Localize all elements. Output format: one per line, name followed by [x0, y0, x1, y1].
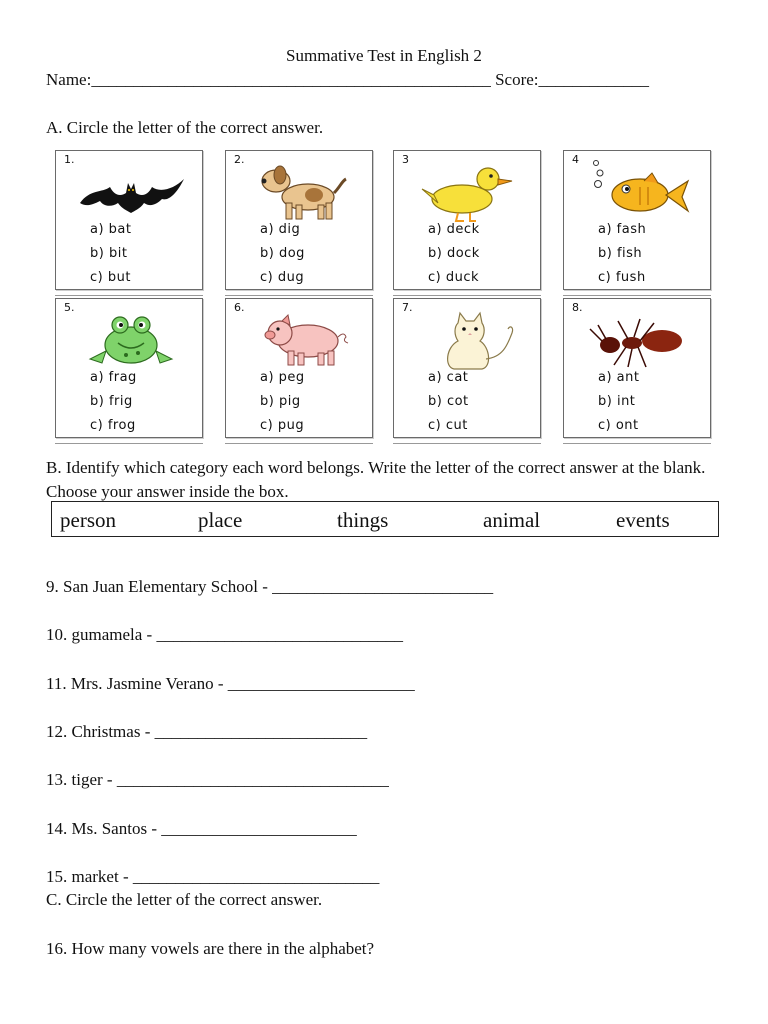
answer-card-1 — [55, 150, 203, 290]
question-15[interactable]: 15. market - _____________________________ — [46, 867, 380, 886]
answer-card-7 — [393, 298, 541, 438]
section-a-heading: A. Circle the letter of the correct answer. — [46, 118, 324, 137]
option-a[interactable]: a) cat — [428, 370, 469, 385]
answer-card-6 — [225, 298, 373, 438]
category-person: person — [60, 508, 116, 532]
option-c[interactable]: c) duck — [428, 270, 480, 285]
ant-icon — [584, 307, 694, 373]
card-number: 6. — [234, 301, 245, 314]
card-rule — [393, 295, 541, 296]
card-number: 2. — [234, 153, 245, 166]
option-c[interactable]: c) dug — [260, 270, 305, 285]
card-number: 1. — [64, 153, 75, 166]
category-things: things — [337, 508, 389, 532]
answer-card-4 — [563, 150, 711, 290]
card-number: 8. — [572, 301, 583, 314]
answer-card-3 — [393, 150, 541, 290]
option-a[interactable]: a) peg — [260, 370, 305, 385]
card-number: 3 — [402, 153, 409, 166]
page-title: Summative Test in English 2 — [286, 46, 482, 65]
card-number: 5. — [64, 301, 75, 314]
card-rule — [393, 443, 541, 444]
card-rule — [225, 443, 373, 444]
card-rule — [563, 443, 711, 444]
option-c[interactable]: c) fush — [598, 270, 646, 285]
question-11[interactable]: 11. Mrs. Jasmine Verano - ______________________ — [46, 674, 415, 693]
question-9[interactable]: 9. San Juan Elementary School - __________________________ — [46, 577, 494, 596]
duck-icon — [414, 159, 524, 225]
option-a[interactable]: a) frag — [90, 370, 137, 385]
answer-card-5 — [55, 298, 203, 438]
option-c[interactable]: c) pug — [260, 418, 305, 433]
section-c-heading: C. Circle the letter of the correct answer. — [46, 890, 323, 909]
category-place: place — [198, 508, 243, 532]
dog-icon — [246, 159, 356, 225]
option-a[interactable]: a) bat — [90, 222, 132, 237]
card-rule — [55, 295, 203, 296]
category-animal: animal — [483, 508, 541, 532]
card-number: 7. — [402, 301, 413, 314]
bat-icon — [76, 159, 186, 225]
option-a[interactable]: a) deck — [428, 222, 480, 237]
option-b[interactable]: b) pig — [260, 394, 301, 409]
category-events: events — [616, 508, 670, 532]
question-16: 16. How many vowels are there in the alphabet? — [46, 939, 375, 958]
question-10[interactable]: 10. gumamela - _____________________________ — [46, 625, 403, 644]
answer-card-8 — [563, 298, 711, 438]
section-b-heading: B. Identify which category each word belongs. Write the letter of the correct answer at the blank. Choose your answer inside the box. — [46, 458, 706, 501]
option-b[interactable]: b) frig — [90, 394, 133, 409]
pig-icon — [246, 307, 356, 373]
option-b[interactable]: b) cot — [428, 394, 469, 409]
card-rule — [563, 295, 711, 296]
cat-icon — [414, 307, 524, 373]
option-b[interactable]: b) bit — [90, 246, 128, 261]
question-13[interactable]: 13. tiger - ________________________________ — [46, 770, 389, 789]
option-b[interactable]: b) dog — [260, 246, 305, 261]
option-b[interactable]: b) fish — [598, 246, 643, 261]
option-a[interactable]: a) dig — [260, 222, 301, 237]
card-rule — [225, 295, 373, 296]
card-rule — [55, 443, 203, 444]
answer-card-2 — [225, 150, 373, 290]
option-b[interactable]: b) int — [598, 394, 636, 409]
frog-icon — [76, 307, 186, 373]
option-c[interactable]: c) but — [90, 270, 131, 285]
category-box — [51, 501, 719, 537]
option-c[interactable]: c) ont — [598, 418, 639, 433]
question-12[interactable]: 12. Christmas - _________________________ — [46, 722, 368, 741]
option-b[interactable]: b) dock — [428, 246, 480, 261]
option-c[interactable]: c) frog — [90, 418, 136, 433]
fish-icon — [584, 159, 694, 225]
option-a[interactable]: a) ant — [598, 370, 640, 385]
option-a[interactable]: a) fash — [598, 222, 647, 237]
card-number: 4 — [572, 153, 579, 166]
question-14[interactable]: 14. Ms. Santos - _______________________ — [46, 819, 357, 838]
option-c[interactable]: c) cut — [428, 418, 468, 433]
name-score-line: Name:_______________________________________________ Score:_____________ — [46, 70, 649, 89]
